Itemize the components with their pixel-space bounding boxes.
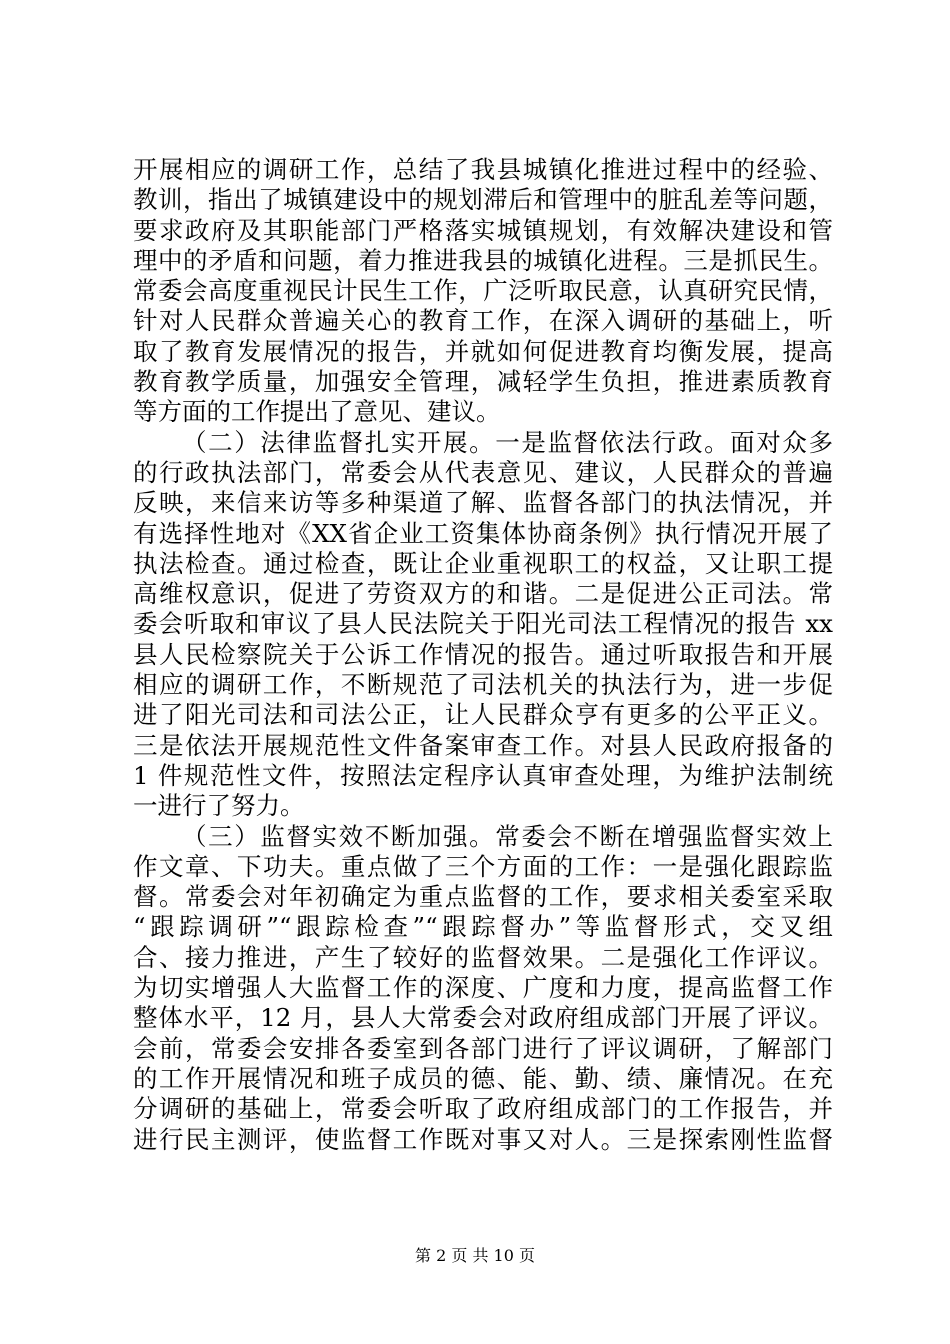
text-line: “跟踪调研”“跟踪检查”“跟踪督办”等监督形式，交叉组: [133, 912, 833, 942]
text-line: 进行民主测评，使监督工作既对事又对人。三是探索刚性监督: [133, 1124, 833, 1154]
page-footer: 第 2 页 共 10 页: [415, 1246, 535, 1265]
body-text: [133, 155, 833, 1155]
text-line: 委会听取和审议了县人民法院关于阳光司法工程情况的报告 xx: [133, 609, 833, 639]
text-line: 理中的矛盾和问题，着力推进我县的城镇化进程。三是抓民生。: [133, 245, 833, 275]
text-line: 执法检查。通过检查，既让企业重视职工的权益，又让职工提: [133, 548, 833, 578]
text-line: 三是依法开展规范性文件备案审查工作。对县人民政府报备的: [133, 730, 833, 760]
text-line: 教育教学质量，加强安全管理，减轻学生负担，推进素质教育: [133, 367, 833, 397]
text-line: 相应的调研工作，不断规范了司法机关的执法行为，进一步促: [133, 670, 833, 700]
text-line: 高维权意识，促进了劳资双方的和谐。二是促进公正司法。常: [133, 579, 833, 609]
text-line: 为切实增强人大监督工作的深度、广度和力度，提高监督工作: [133, 973, 833, 1003]
text-line: 县人民检察院关于公诉工作情况的报告。通过听取报告和开展: [133, 639, 833, 669]
text-line: 会前，常委会安排各委室到各部门进行了评议调研，了解部门: [133, 1033, 833, 1063]
text-line: 针对人民群众普遍关心的教育工作，在深入调研的基础上，听: [133, 306, 833, 336]
text-line: 常委会高度重视民计民生工作，广泛听取民意，认真研究民情，: [133, 276, 833, 306]
text-line: （二）法律监督扎实开展。一是监督依法行政。面对众多: [182, 427, 833, 457]
text-line: 取了教育发展情况的报告，并就如何促进教育均衡发展，提高: [133, 336, 833, 366]
text-line: 整体水平，12 月，县人大常委会对政府组成部门开展了评议。: [133, 1003, 833, 1033]
text-line: 开展相应的调研工作，总结了我县城镇化推进过程中的经验、: [133, 155, 833, 184]
text-line: 反映，来信来访等多种渠道了解、监督各部门的执法情况，并: [133, 488, 833, 518]
text-line: 教训，指出了城镇建设中的规划滞后和管理中的脏乱差等问题，: [133, 185, 833, 215]
text-line: （三）监督实效不断加强。常委会不断在增强监督实效上: [182, 821, 833, 851]
text-line: 一进行了努力。: [133, 791, 305, 821]
text-line: 进了阳光司法和司法公正，让人民群众亨有更多的公平正义。: [133, 700, 833, 730]
text-line: 的工作开展情况和班子成员的德、能、勤、绩、廉情况。在充: [133, 1063, 833, 1093]
text-line: 等方面的工作提出了意见、建议。: [133, 397, 501, 427]
text-line: 分调研的基础上，常委会听取了政府组成部门的工作报告，并: [133, 1094, 833, 1124]
text-line: 合、接力推进，产生了较好的监督效果。二是强化工作评议。: [133, 942, 833, 972]
text-line: 有选择性地对《XX省企业工资集体协商条例》执行情况开展了: [133, 518, 833, 548]
text-line: 的行政执法部门，常委会从代表意见、建议，人民群众的普遍: [133, 457, 833, 487]
text-line: 督。常委会对年初确定为重点监督的工作，要求相关委室采取: [133, 882, 833, 912]
text-line: 要求政府及其职能部门严格落实城镇规划，有效解决建设和管: [133, 215, 833, 245]
text-line: 1 件规范性文件，按照法定程序认真审查处理，为维护法制统: [133, 760, 833, 790]
text-line: 作文章、下功夫。重点做了三个方面的工作：一是强化跟踪监: [133, 851, 833, 881]
